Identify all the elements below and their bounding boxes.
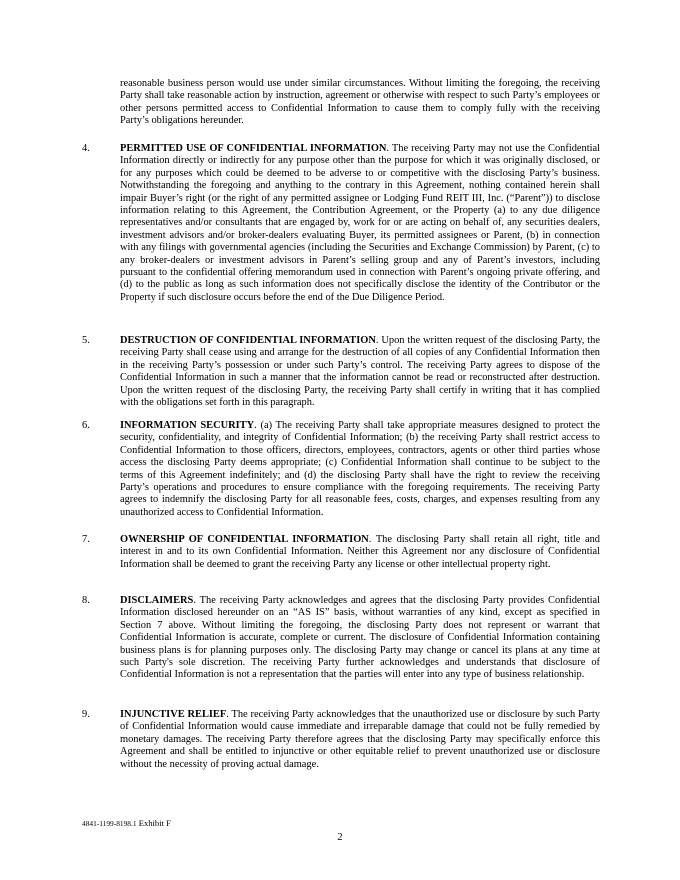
exhibit-label: Exhibit F [138,818,171,828]
section-number: 4. [82,143,90,154]
continuation-paragraph: reasonable business person would use under similar circumstances. Without limiting the foregoing, the receiving Party shall take reasonable action by instruction, agreement or otherwise with respect to such Party’s employees or other persons permitted access to Confidential Information to cause them to comply fully with the receiving Party’s obligations hereunder. [120,78,600,127]
section-text: . Upon the written request of the disclosing Party, the receiving Party shall cease using and arrange for the destruction of all copies of any Confidential Information then in the receiving Party’s possession or under such Party’s control. The receiving Party agrees to dispose of the Confidential Information in such a manner that the information cannot be read or reconstructed after destruction. Upon the written request of the disclosing Party, the receiving Party shall certify in writing that it has complied with the obligations set forth in this paragraph. [120,335,600,409]
section-heading: DISCLAIMERS [120,595,194,606]
section-text: . The receiving Party acknowledges that the unauthorized use or disclosure by such Party of Confidential Information would cause immediate and irreparable damage that could not be fully remedied by monetary damages. The receiving Party therefore agrees that the disclosing Party may specifically enforce this Agreement and shall be entitled to injunctive or other equitable relief to prevent unauthorized use or disclosure without the necessity of proving actual damage. [120,709,600,770]
section-number: 8. [82,595,90,606]
section-5 [82,335,600,409]
document-number: 4841-1199-8198.1 [82,819,137,828]
section-body [120,595,600,682]
section-text: . The disclosing Party shall retain all right, title and interest in and to its own Confidential Information. Neither this Agreement nor any disclosure of Confidential Information shall be deemed to grant the receiving Party any license or other intellectual property right. [120,534,600,570]
section-heading: INJUNCTIVE RELIEF [120,709,227,720]
section-number: 9. [82,709,90,720]
section-8 [82,595,600,682]
section-4 [82,143,600,304]
section-heading: DESTRUCTION OF CONFIDENTIAL INFORMATION [120,335,376,346]
section-heading: OWNERSHIP OF CONFIDENTIAL INFORMATION [120,534,369,545]
section-text: . The receiving Party acknowledges and agrees that the disclosing Party provides Confidential Information disclosed hereunder on an “AS IS” basis, without warranties of any kind, except as specified in Section 7 above. Without limiting the foregoing, the disclosing Party does not represent or warrant that Confidential Information is accurate, complete or current. The disclosure of Confidential Information containing business plans is for planning purposes only. The disclosing Party may change or cancel its plans at any time at such Party's sole discretion. The receiving Party further acknowledges and understands that disclosure of Confidential Information is not a representation that the parties will enter into any type of business relationship. [120,595,600,681]
section-6 [82,420,600,519]
page-number: 2 [337,832,343,843]
section-body [120,335,600,409]
section-number: 5. [82,335,90,346]
section-number: 6. [82,420,90,431]
section-9 [82,709,600,771]
section-body [120,420,600,519]
section-text: . The receiving Party may not use the Confidential Information directly or indirectly for any purpose other than the purpose for which it was originally disclosed, or for any purposes which could be deemed to be adverse to or competitive with the disclosing Party’s business. Notwithstanding the foregoing and anything to the contrary in this Agreement, nothing contained herein shall impair Buyer’s right (or the right of any permitted assignee or Lodging Fund REIT III, Inc. (“Parent”)) to disclose information relating to this Agreement, the Contribution Agreement, or the Property (a) to any due diligence representatives and/or consultants that are engaged by, work for or are acting on behalf of, any securities dealers, investment advisors and/or broker-dealers evaluating Buyer, its permitted assignees or Parent, (b) in connection with any filings with governmental agencies (including the Securities and Exchange Commission) by Parent, (c) to any broker-dealers or investment advisors in Parent’s selling group and any of Parent’s investors, including pursuant to the confidential offering memorandum used in connection with Parent’s ongoing private offering, and (d) to the public as long as such information does not specifically disclose the identity of the Contributor or the Property if such disclosure occurs before the end of the Due Diligence Period. [120,143,600,303]
section-heading: PERMITTED USE OF CONFIDENTIAL INFORMATION [120,143,387,154]
section-body [120,143,600,304]
section-body [120,534,600,571]
section-number: 7. [82,534,90,545]
section-text: . (a) The receiving Party shall take appropriate measures designed to protect the security, confidentiality, and integrity of Confidential Information; (b) the receiving Party shall restrict access to Confidential Information to those officers, directors, employees, contractors, agents or other third parties whose access the disclosing Party deems appropriate; (c) Confidential Information shall continue to be subject to the terms of this Agreement indefinitely; and (d) the disclosing Party shall have the right to review the receiving Party’s operations and procedures to ensure compliance with the foregoing requirements. The receiving Party agrees to indemnify the disclosing Party for all reasonable fees, costs, charges, and expenses resulting from any unauthorized access to Confidential Information. [120,420,600,518]
document-footer-id [82,818,171,828]
section-7 [82,534,600,571]
section-body [120,709,600,771]
section-heading: INFORMATION SECURITY [120,420,255,431]
